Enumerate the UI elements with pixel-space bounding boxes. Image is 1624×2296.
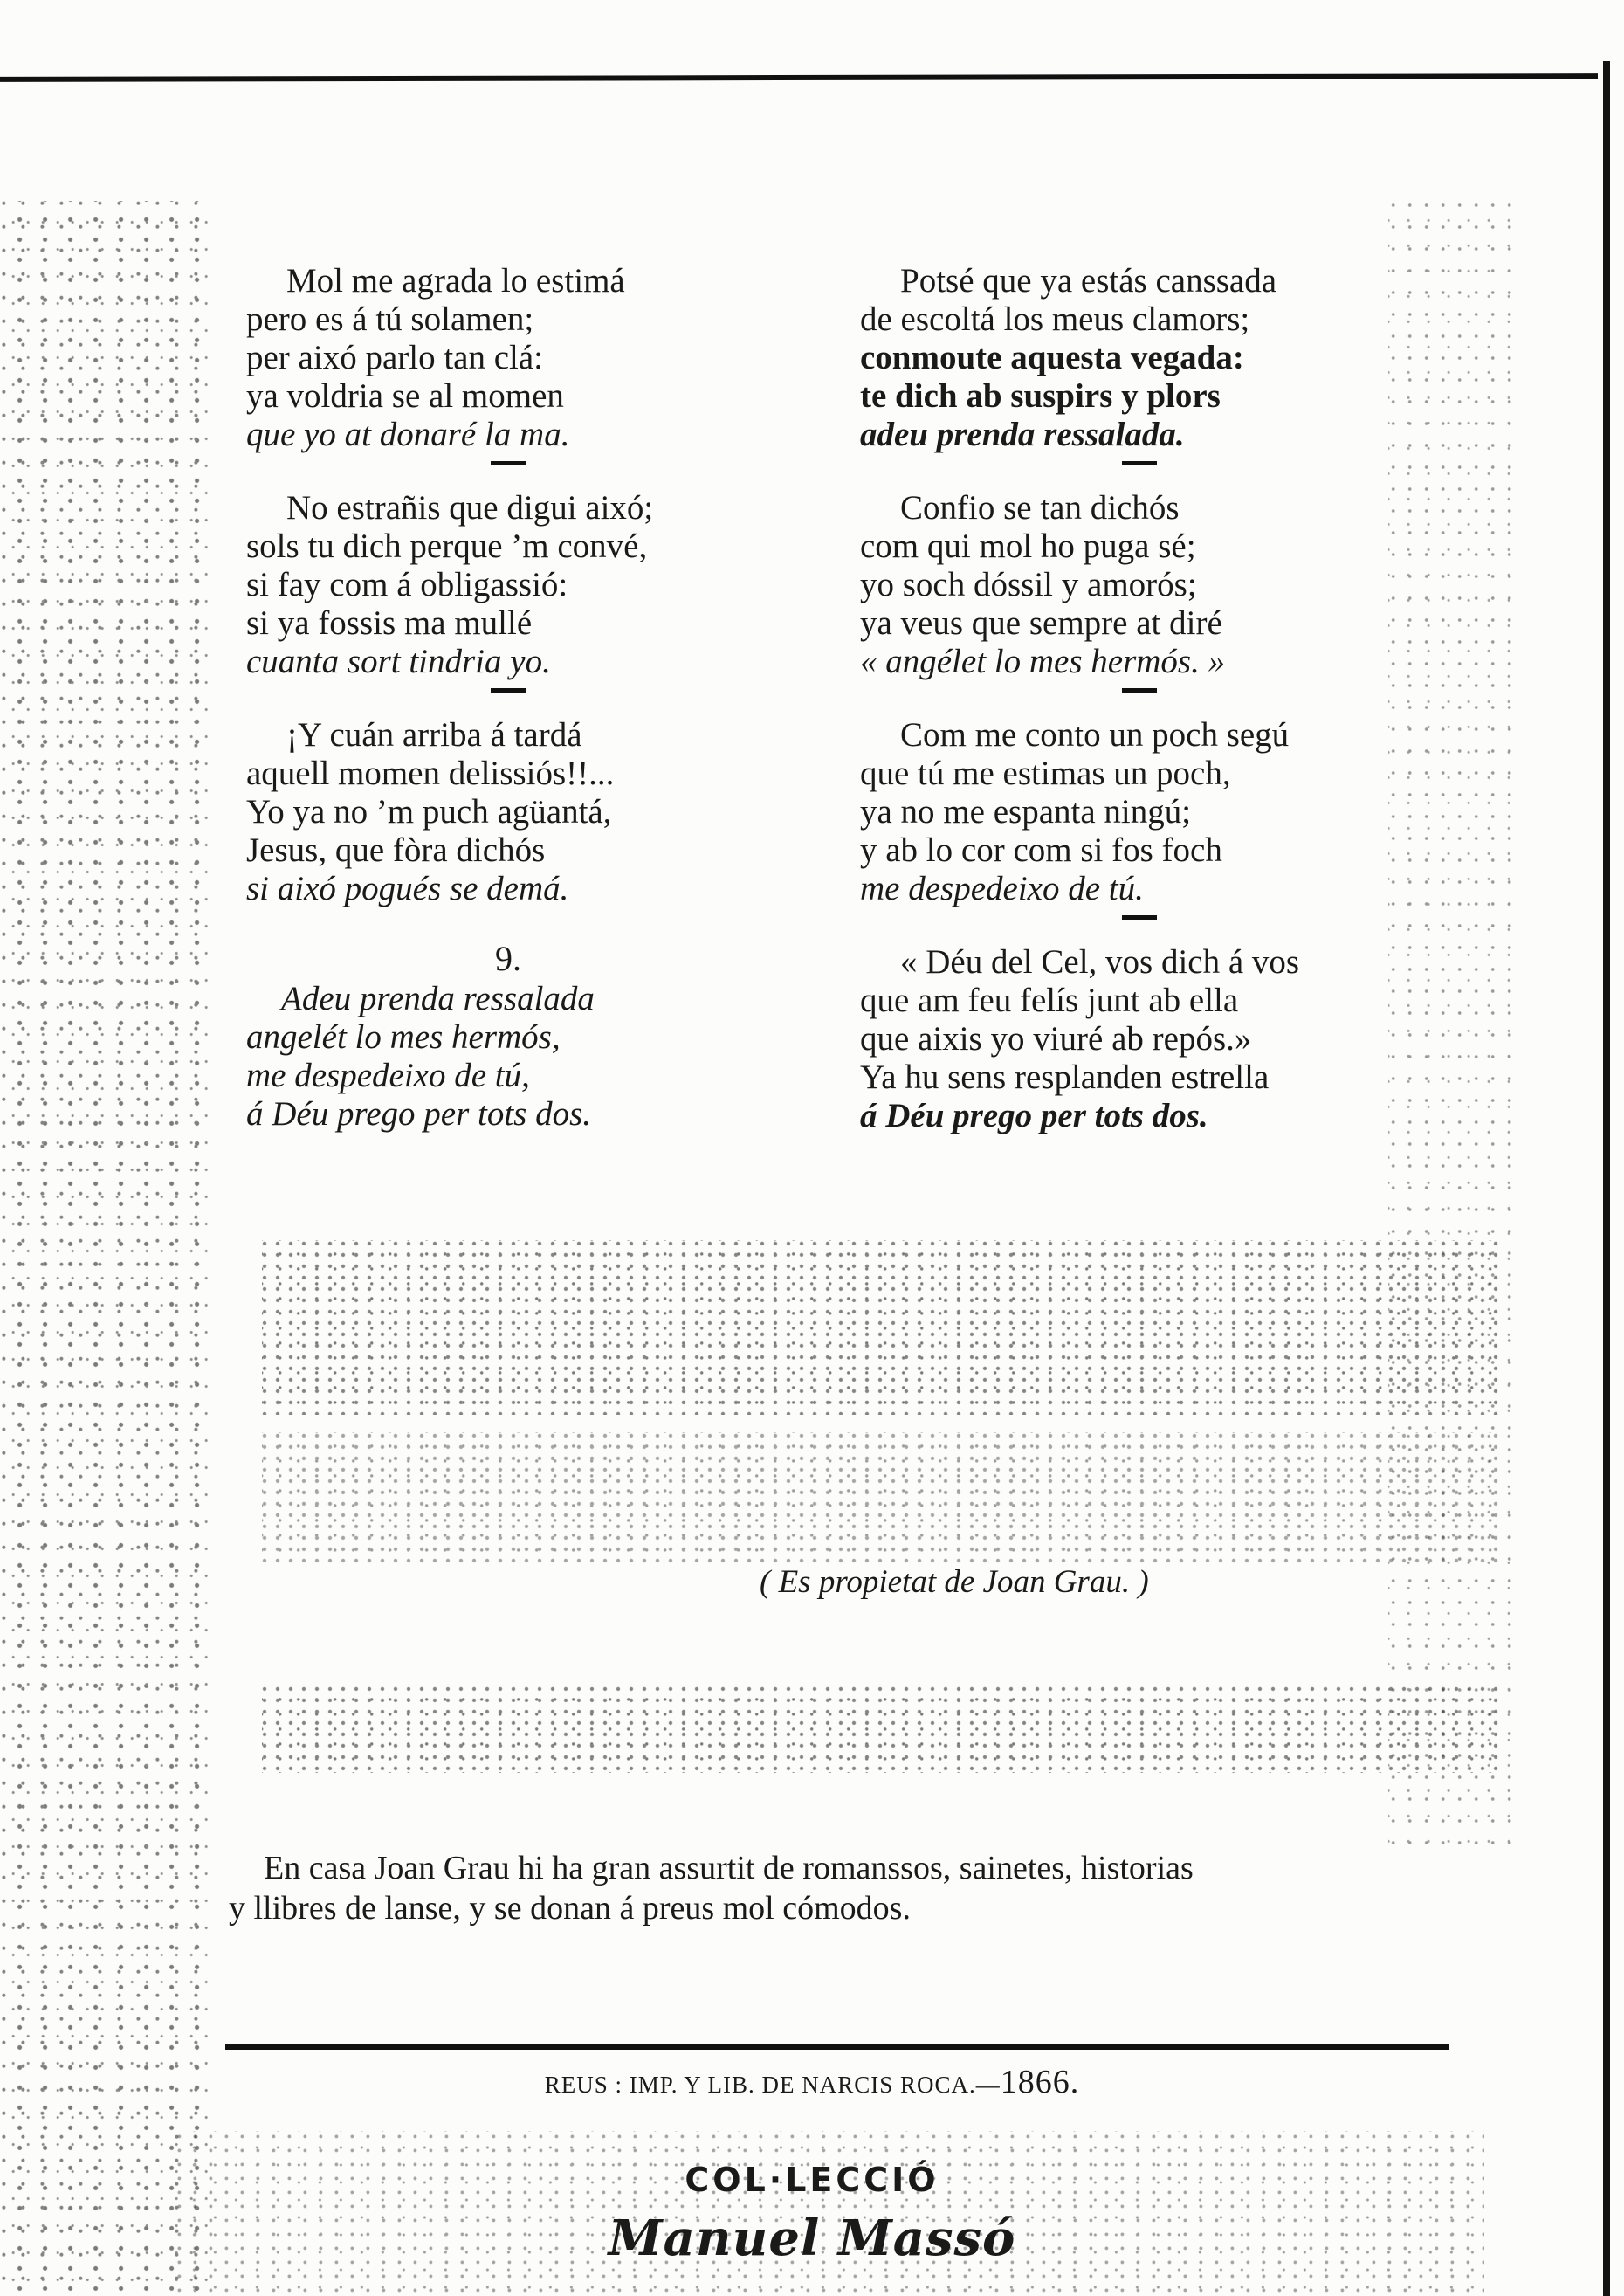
top-rule <box>0 73 1598 82</box>
poem-right-column <box>860 262 1419 1135</box>
stanza <box>860 489 1419 681</box>
verse-line: á Déu prego per tots dos. <box>246 1095 592 1133</box>
verse-line: que aixis yo viuré ab repós.» <box>860 1020 1252 1058</box>
scan-noise-left <box>0 201 210 2296</box>
verse-line: cuanta sort tindria yo. <box>246 643 551 680</box>
verse-line: yo soch dóssil y amorós; <box>860 566 1197 603</box>
verse-line: ya voldria se al momen <box>246 377 564 415</box>
verse-line: conmoute aquesta vegada: <box>860 339 1244 376</box>
verse-line: me despedeixo de tú. <box>860 870 1144 907</box>
imprint-text: REUS : IMP. Y LIB. DE NARCIS ROCA.— <box>544 2072 1001 2098</box>
verse-line: que yo at donaré la ma. <box>246 416 570 453</box>
verse-line: Adeu prenda ressalada <box>281 980 595 1017</box>
verse-line: ya no me espanta ningú; <box>860 793 1192 831</box>
verse-line: ya veus que sempre at diré <box>860 604 1222 642</box>
stanza-gap <box>246 908 770 940</box>
verse-line: No estrañis que digui aixó; <box>286 489 654 527</box>
verse-line: sols tu dich perque ’m convé, <box>246 527 648 565</box>
collection-stamp-title: COL·LECCIÓ <box>685 2161 939 2199</box>
stanza-separator <box>1122 688 1157 693</box>
stanza <box>860 262 1419 454</box>
verse-line: me despedeixo de tú, <box>246 1057 530 1094</box>
verse-line: si fay com á obligassió: <box>246 566 568 603</box>
verse-line: Yo ya no ’m puch agüantá, <box>246 793 612 831</box>
bottom-rule <box>225 2044 1449 2050</box>
stanza-number: 9. <box>495 939 521 978</box>
verse-line: « Déu del Cel, vos dich á vos <box>900 943 1300 981</box>
stanza <box>860 943 1419 1135</box>
poem-left-column <box>246 262 770 1134</box>
verse-line: « angélet lo mes hermós. » <box>860 643 1226 680</box>
verse-line: pero es á tú solamen; <box>246 300 534 338</box>
printer-imprint <box>0 2063 1624 2101</box>
scan-noise-band <box>262 1432 1502 1563</box>
verse-line: angelét lo mes hermós, <box>246 1018 561 1056</box>
stanza-separator <box>1122 461 1157 465</box>
scan-noise-band <box>262 1240 1502 1415</box>
verse-line: Com me conto un poch segú <box>900 716 1290 754</box>
stanza-separator <box>491 461 526 465</box>
verse-line: que tú me estimas un poch, <box>860 755 1231 792</box>
verse-line: si aixó pogués se demá. <box>246 870 569 907</box>
advertisement <box>229 1848 1469 1928</box>
verse-line: ¡Y cuán arriba á tardá <box>286 716 582 754</box>
verse-line: Mol me agrada lo estimá <box>286 262 625 300</box>
refrain-stanza <box>246 980 770 1134</box>
stanza <box>246 262 770 454</box>
stanza-separator <box>1122 915 1157 920</box>
verse-line: te dich ab suspirs y plors <box>860 377 1221 415</box>
verse-line: que am feu felís junt ab ella <box>860 982 1239 1019</box>
scan-noise-band <box>262 1686 1502 1773</box>
verse-line: á Déu prego per tots dos. <box>860 1097 1208 1134</box>
page-edge <box>1603 61 1610 2296</box>
advertisement-line: En casa Joan Grau hi ha gran assurtit de romanssos, sainetes, historias <box>264 1850 1194 1886</box>
verse-line: Ya hu sens resplanden estrella <box>860 1058 1270 1096</box>
stanza <box>246 716 770 908</box>
verse-line: per aixó parlo tan clá: <box>246 339 544 376</box>
verse-line: Jesus, que fòra dichós <box>246 831 546 869</box>
stanza <box>860 716 1419 908</box>
verse-line: Confio se tan dichós <box>900 489 1180 527</box>
verse-line: aquell momen delissiós!!... <box>246 755 615 792</box>
verse-line: si ya fossis ma mullé <box>246 604 533 642</box>
verse-line: de escoltá los meus clamors; <box>860 300 1250 338</box>
ownership-credit: ( Es propietat de Joan Grau. ) <box>760 1564 1149 1600</box>
advertisement-line: y llibres de lanse, y se donan á preus mol cómodos. <box>229 1890 911 1927</box>
imprint-year: 1866. <box>1000 2064 1080 2100</box>
verse-line: adeu prenda ressalada. <box>860 416 1185 453</box>
collection-stamp-name: Manuel Massó <box>608 2210 1016 2267</box>
stanza-separator <box>491 688 526 693</box>
stanza <box>246 489 770 681</box>
verse-line: Potsé que ya estás canssada <box>900 262 1277 300</box>
verse-line: com qui mol ho puga sé; <box>860 527 1196 565</box>
verse-line: y ab lo cor com si fos foch <box>860 831 1222 869</box>
